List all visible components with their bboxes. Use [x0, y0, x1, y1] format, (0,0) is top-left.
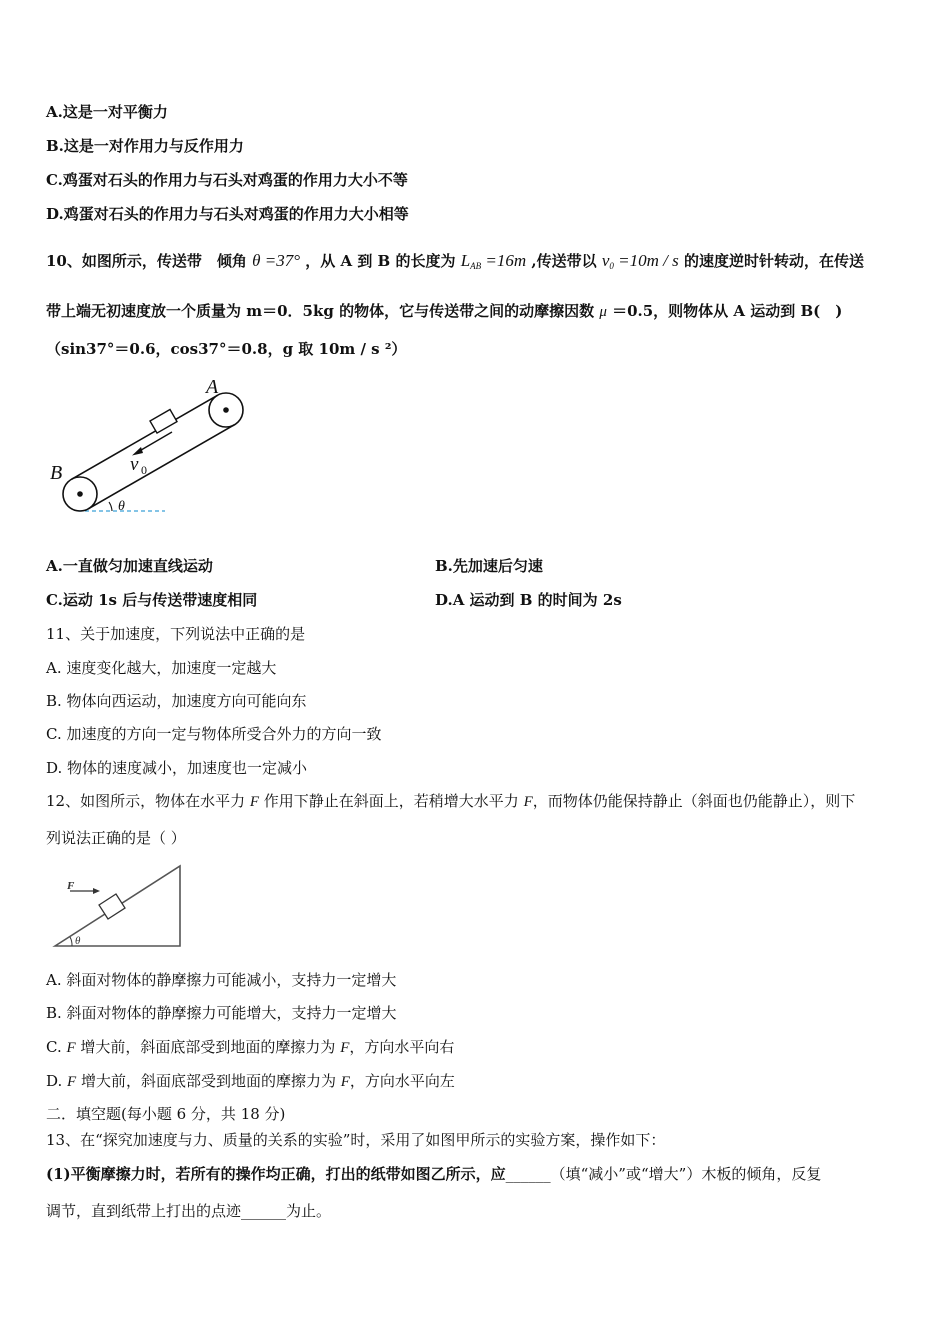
q13-blank-1: ______ [505, 1165, 551, 1183]
incline-angle-arc [70, 937, 72, 946]
q12-option-d: D. F 增大前，斜面底部受到地面的摩擦力为 F，方向水平向左 [46, 1072, 455, 1090]
q12-option-a: A. 斜面对物体的静摩擦力可能减小，支持力一定增大 [46, 971, 397, 989]
q11-option-d: D. 物体的速度减小，加速度也一定减小 [46, 759, 308, 777]
q9-option-a: A.这是一对平衡力 [46, 103, 168, 121]
q10-theta-expr: θ =37° [252, 251, 300, 270]
q9-option-c: C.鸡蛋对石头的作用力与石头对鸡蛋的作用力大小不等 [46, 171, 408, 189]
label-theta: θ [118, 499, 125, 514]
label-v-sub: 0 [141, 463, 147, 477]
q10-option-b: B.先加速后匀速 [435, 557, 543, 575]
q13-part1-line1: (1)平衡摩擦力时，若所有的操作均正确，打出的纸带如图乙所示，应______（填“减小”或“增大”）木板的倾角，反复 [46, 1165, 822, 1183]
q10-speed-expr: $v_0 =10m / s$ [601, 251, 679, 271]
q11-option-c: C. 加速度的方向一定与物体所受合外力的方向一致 [46, 725, 382, 743]
q11-stem: 11、关于加速度，下列说法中正确的是 [46, 625, 306, 643]
q10-option-a: A.一直做匀加速直线运动 [46, 557, 213, 575]
q12-option-c: C. F 增大前，斜面底部受到地面的摩擦力为 F，方向水平向右 [46, 1038, 455, 1056]
q13-blank-2: ______ [241, 1202, 287, 1220]
incline-figure [50, 860, 190, 952]
q12-option-b: B. 斜面对物体的静摩擦力可能增大，支持力一定增大 [46, 1004, 397, 1022]
force-arrowhead [93, 888, 100, 894]
incline-label-theta: θ [75, 935, 81, 947]
label-v: v [130, 454, 139, 475]
label-b: B [50, 462, 63, 484]
q10-stem-line3: （sin37°＝0.6，cos37°＝0.8，g 取 10m / s ²） [46, 340, 407, 358]
q12-stem-line1: 12、如图所示，物体在水平力 F 作用下静止在斜面上，若稍增大水平力 F，而物体仍能保持静止（斜面也仍能静止），则下 [46, 792, 856, 810]
label-f: F [67, 880, 75, 892]
section-2-heading: 二．填空题(每小题 6 分，共 18 分) [46, 1105, 286, 1123]
q9-option-d: D.鸡蛋对石头的作用力与石头对鸡蛋的作用力大小相等 [46, 205, 409, 223]
label-a: A [206, 376, 219, 398]
belt-bottom [89, 425, 235, 509]
q11-option-b: B. 物体向西运动，加速度方向可能向东 [46, 692, 307, 710]
q11-option-a: A. 速度变化越大，加速度一定越大 [46, 659, 277, 677]
block-on-belt [150, 410, 177, 434]
angle-arc [109, 502, 112, 511]
q10-stem-line1: 10、如图所示，传送带 倾角 θ =37° ，从 A 到 B 的长度为 $L_{AB} =16m$ ,传送带以 $v_0 =10m / s$ 的速度逆时针转动，在传送 [46, 251, 864, 271]
q13-stem: 13、在“探究加速度与力、质量的关系的实验”时，采用了如图甲所示的实验方案，操作如下： [46, 1131, 666, 1149]
q13-part1-line2: 调节，直到纸带上打出的点迹______为止。 [46, 1202, 332, 1220]
pulley-a-axle [223, 407, 229, 413]
q10-mu: μ [599, 304, 607, 320]
q10-option-c: C.运动 1s 后与传送带速度相同 [46, 591, 258, 609]
conveyor-belt-figure [40, 370, 260, 520]
q12-stem-line2: 列说法正确的是（ ） [46, 829, 186, 847]
q10-stem-line2: 带上端无初速度放一个质量为 m＝0．5kg 的物体，它与传送带之间的动摩擦因数 μ ＝0.5，则物体从 A 运动到 B( ) [46, 302, 843, 320]
q10-option-d: D.A 运动到 B 的时间为 2s [435, 591, 622, 609]
q10-length-expr: $L_{AB} =16m$ [460, 251, 527, 271]
q9-option-b: B.这是一对作用力与反作用力 [46, 137, 244, 155]
pulley-b-axle [77, 491, 83, 497]
